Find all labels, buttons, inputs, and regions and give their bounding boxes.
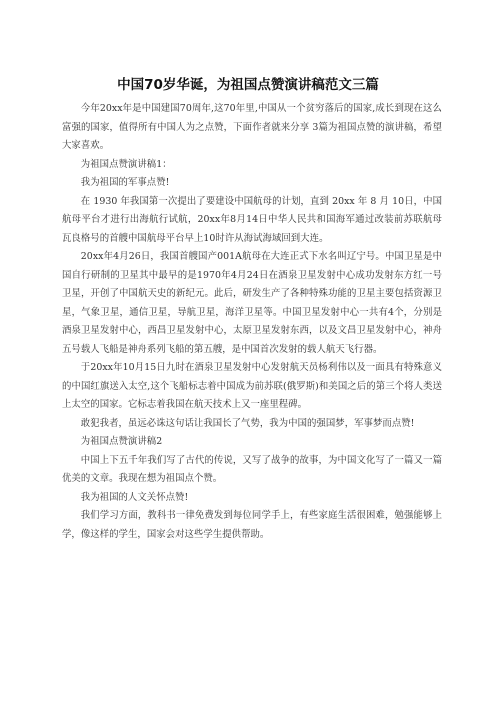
paragraph-military-praise: 我为祖国的军事点赞! — [80, 177, 170, 188]
paragraph-speech2-heading: 为祖国点赞演讲稿2 — [80, 436, 163, 447]
document-body — [62, 100, 442, 544]
paragraph-shenzhou5: 于20xx年10月15日九时在酒泉卫星发射中心发射航天员杨利伟以及一面具有特殊意义的中国红旗送入太空,这个飞船标志着中国成为前苏联(俄罗斯)和美国之后的第三个将人类送上太空的国家。它标志着我国在航天技术上又一座里程碑。 — [62, 362, 442, 410]
paragraph-culture: 中国上下五千年我们写了古代的传说，又写了战争的故事，为中国文化写了一篇又一篇优美的文章。我现在想为祖国点个赞。 — [62, 454, 442, 484]
paragraph-speech1-heading: 为祖国点赞演讲稿1： — [80, 158, 172, 170]
paragraph-education: 我们学习方面，教科书一律免费发到每位同学手上，有些家庭生活很困难，勉强能够上学，像这样的学生，国家会对这些学生提供帮助。 — [62, 510, 442, 540]
paragraph-humanity-praise: 我为祖国的人文关怀点赞! — [80, 491, 189, 503]
paragraph-intro: 今年20xx年是中国建国70周年,这70年里,中国从一个贫穷落后的国家,成长到现在这么富强的国家，值得所有中国人为之点赞，下面作者就来分享 3篇为祖国点赞的演讲稿，希望大家喜欢。 — [62, 103, 442, 151]
paragraph-satellites: 20xx年4月26日，我国首艘国产001A航母在大连正式下水名叫辽宁号。中国卫星是中国自行研制的卫星其中最早的是1970年4月24日在酒泉卫星发射中心成功发射东方红一号卫星，开创了中国航天史的新纪元。此后，研发生产了各种特殊功能的卫星主要包括资源卫星，气象卫星，通信卫星，导航卫星，海洋卫星等。中国卫星发射中心一共有4个，分别是酒泉卫星发射中心，西昌卫星发射中心，太原卫星发射东西，以及文昌卫星发射中心，神舟五号载人飞船是神舟系列飞船的第五艘，是中国首次发射的载人航天飞行器。 — [62, 251, 442, 355]
document-title: 中国70岁华诞，为祖国点赞演讲稿范文三篇 — [117, 77, 379, 93]
paragraph-carrier-history: 在 1930 年我国第一次提出了要建设中国航母的计划，直到 20xx 年 8 月 10日，中国航母平台才进行出海航行试航，20xx年8月14日中华人民共和国海军通过改装前苏联航母瓦良格号的首艘中国航母平台早上10时许从海试海域回到大连。 — [62, 195, 442, 244]
paragraph-military-dream: 敢犯我者，虽远必诛这句话让我国长了气势，我为中国的强国梦，军事梦而点赞! — [80, 417, 415, 429]
